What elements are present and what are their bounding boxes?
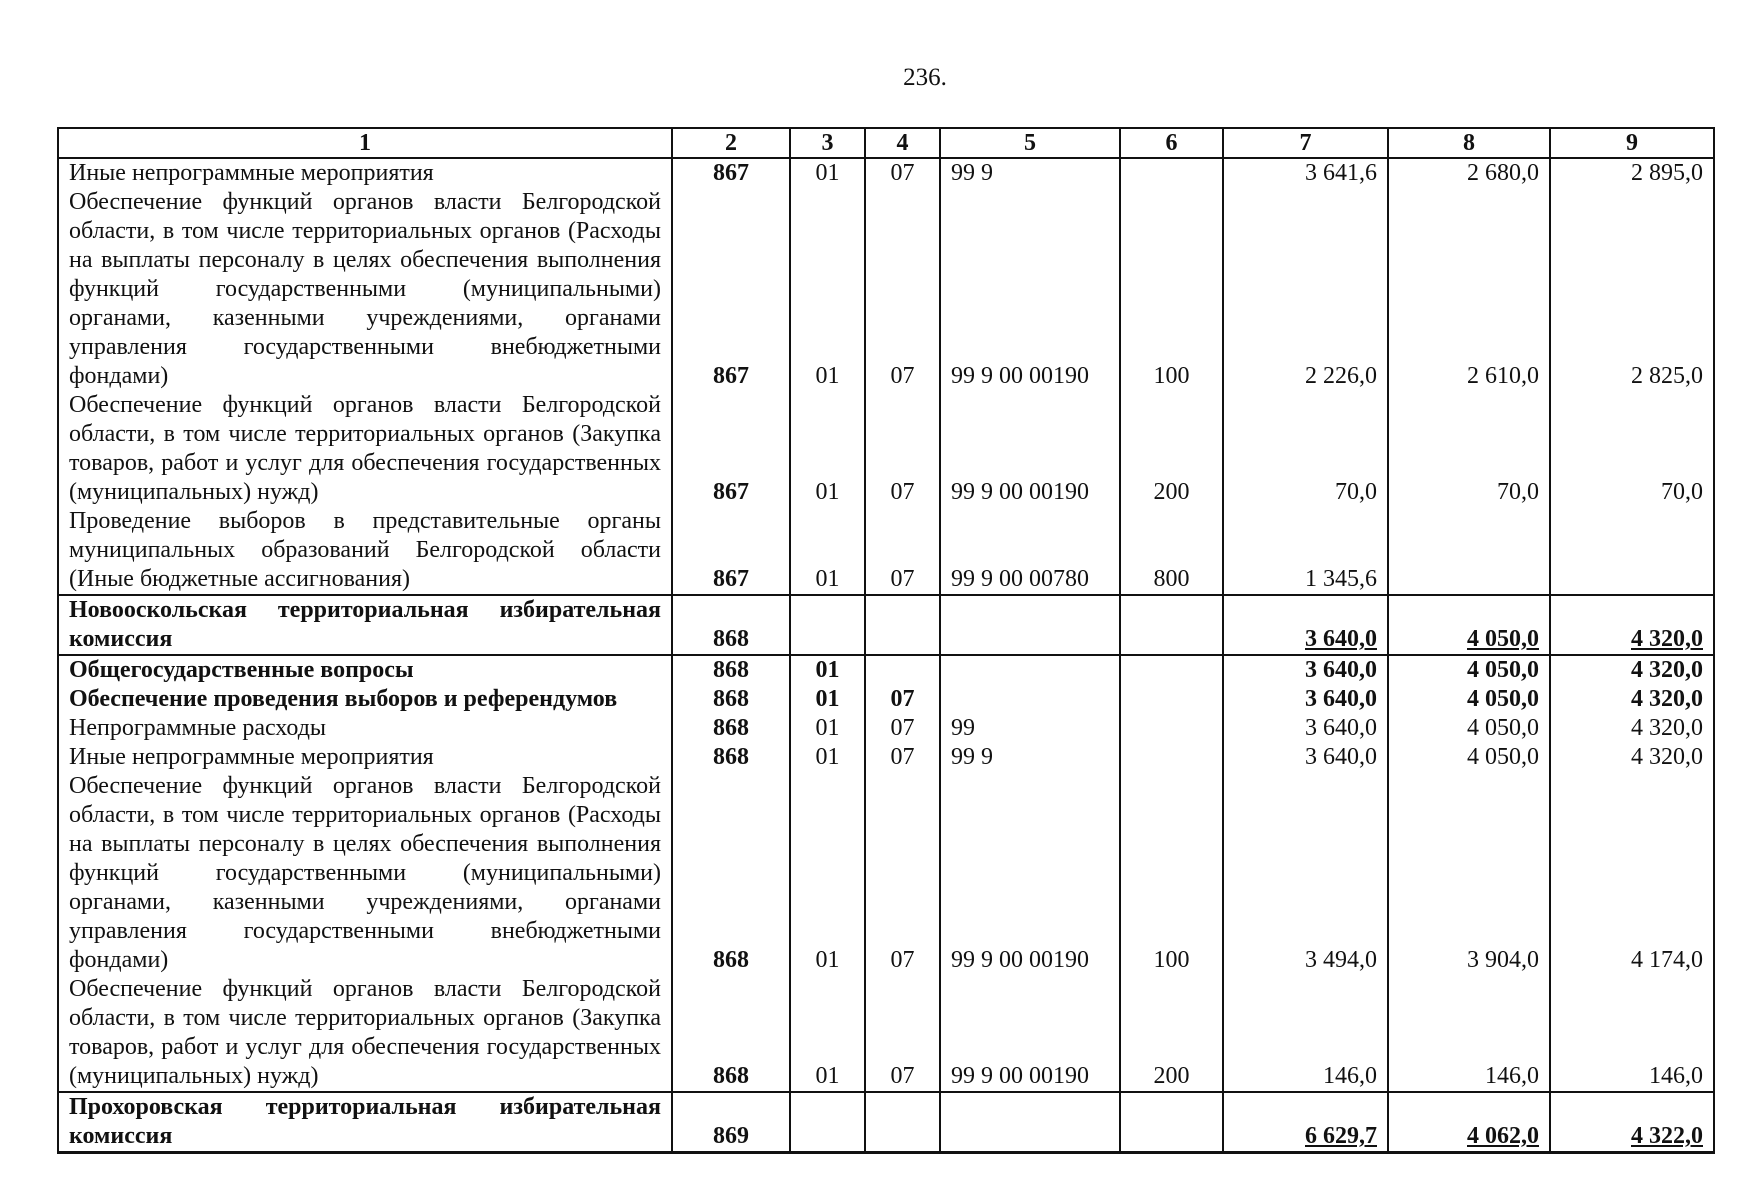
row-year2: 70,0 (1388, 391, 1550, 507)
row-vr: 200 (1120, 975, 1223, 1092)
row-name: Обеспечение проведения выборов и референдумов (58, 685, 672, 714)
row-year1: 3 640,0 (1223, 714, 1388, 743)
row-pr (865, 1092, 940, 1153)
row-ved: 867 (672, 158, 790, 188)
row-name: Иные непрограммные мероприятия (58, 743, 672, 772)
row-pr: 07 (865, 685, 940, 714)
row-csr (940, 685, 1120, 714)
header-col-5: 5 (940, 128, 1120, 158)
row-vr (1120, 743, 1223, 772)
row-year2: 4 050,0 (1388, 714, 1550, 743)
row-rz: 01 (790, 685, 865, 714)
row-name: Прохоровская территориальная избирательная комиссия (58, 1092, 672, 1153)
row-year1: 146,0 (1223, 975, 1388, 1092)
row-vr: 200 (1120, 391, 1223, 507)
row-year2: 4 050,0 (1388, 655, 1550, 685)
row-pr: 07 (865, 507, 940, 595)
row-ved: 867 (672, 391, 790, 507)
row-csr (940, 595, 1120, 655)
row-vr (1120, 1092, 1223, 1153)
row-ved: 868 (672, 772, 790, 975)
row-year3: 146,0 (1550, 975, 1714, 1092)
row-ved: 868 (672, 655, 790, 685)
row-pr: 07 (865, 772, 940, 975)
table-row (58, 655, 1714, 685)
table-row-commission (58, 595, 1714, 655)
row-year3: 2 825,0 (1550, 188, 1714, 391)
row-ved: 868 (672, 975, 790, 1092)
row-vr (1120, 685, 1223, 714)
row-year3: 4 320,0 (1550, 655, 1714, 685)
row-pr: 07 (865, 714, 940, 743)
row-year3: 4 320,0 (1550, 595, 1714, 655)
budget-table (57, 127, 1715, 1154)
row-year1: 3 640,0 (1223, 655, 1388, 685)
row-year2: 2 680,0 (1388, 158, 1550, 188)
row-rz: 01 (790, 772, 865, 975)
header-col-1: 1 (58, 128, 672, 158)
table-row (58, 743, 1714, 772)
row-csr (940, 1092, 1120, 1153)
table-row (58, 188, 1714, 391)
table-row (58, 685, 1714, 714)
header-col-7: 7 (1223, 128, 1388, 158)
row-csr: 99 9 00 00780 (940, 507, 1120, 595)
row-vr: 100 (1120, 188, 1223, 391)
row-year2: 4 062,0 (1388, 1092, 1550, 1153)
row-name: Общегосударственные вопросы (58, 655, 672, 685)
row-vr (1120, 655, 1223, 685)
row-ved: 868 (672, 714, 790, 743)
row-year1: 1 345,6 (1223, 507, 1388, 595)
row-ved: 867 (672, 507, 790, 595)
row-rz: 01 (790, 391, 865, 507)
row-vr: 800 (1120, 507, 1223, 595)
row-year3: 4 320,0 (1550, 743, 1714, 772)
row-year3: 2 895,0 (1550, 158, 1714, 188)
row-csr: 99 9 00 00190 (940, 188, 1120, 391)
row-year3: 4 320,0 (1550, 714, 1714, 743)
row-year1: 70,0 (1223, 391, 1388, 507)
row-year1: 6 629,7 (1223, 1092, 1388, 1153)
row-pr: 07 (865, 158, 940, 188)
header-col-3: 3 (790, 128, 865, 158)
row-pr: 07 (865, 743, 940, 772)
row-year1: 3 494,0 (1223, 772, 1388, 975)
row-csr (940, 655, 1120, 685)
row-rz (790, 1092, 865, 1153)
row-year3 (1550, 507, 1714, 595)
row-csr: 99 9 00 00190 (940, 975, 1120, 1092)
row-vr (1120, 714, 1223, 743)
row-year1: 3 640,0 (1223, 743, 1388, 772)
table-row (58, 975, 1714, 1092)
row-csr: 99 9 (940, 743, 1120, 772)
row-year3: 4 322,0 (1550, 1092, 1714, 1153)
row-year1: 3 640,0 (1223, 685, 1388, 714)
row-year1: 3 640,0 (1223, 595, 1388, 655)
row-year3: 4 174,0 (1550, 772, 1714, 975)
row-ved: 868 (672, 595, 790, 655)
table-row (58, 158, 1714, 188)
row-name: Непрограммные расходы (58, 714, 672, 743)
page-number: 236. (903, 64, 947, 91)
header-col-8: 8 (1388, 128, 1550, 158)
row-pr (865, 595, 940, 655)
row-pr (865, 655, 940, 685)
row-csr: 99 (940, 714, 1120, 743)
row-vr: 100 (1120, 772, 1223, 975)
row-pr: 07 (865, 188, 940, 391)
row-name: Обеспечение функций органов власти Белгородской области, в том числе территориальных органов (Расходы на выплаты персоналу в целях обеспечения выполнения функций государственными (муниципальными) органами, казенными учреждениями, органами управления государственными внебюджетными фондами) (58, 188, 672, 391)
header-col-9: 9 (1550, 128, 1714, 158)
row-year2: 3 904,0 (1388, 772, 1550, 975)
row-year2 (1388, 507, 1550, 595)
table-row (58, 714, 1714, 743)
row-vr (1120, 158, 1223, 188)
header-col-6: 6 (1120, 128, 1223, 158)
row-year2: 4 050,0 (1388, 595, 1550, 655)
row-ved: 867 (672, 188, 790, 391)
row-year2: 146,0 (1388, 975, 1550, 1092)
row-rz: 01 (790, 188, 865, 391)
header-row (58, 128, 1714, 158)
row-vr (1120, 595, 1223, 655)
row-name: Новооскольская территориальная избирательная комиссия (58, 595, 672, 655)
row-year3: 70,0 (1550, 391, 1714, 507)
table-row-commission (58, 1092, 1714, 1153)
row-name: Обеспечение функций органов власти Белгородской области, в том числе территориальных органов (Закупка товаров, работ и услуг для обеспечения государственных (муниципальных) нужд) (58, 391, 672, 507)
row-rz: 01 (790, 655, 865, 685)
row-year2: 4 050,0 (1388, 743, 1550, 772)
row-csr: 99 9 00 00190 (940, 772, 1120, 975)
row-pr: 07 (865, 975, 940, 1092)
row-year2: 4 050,0 (1388, 685, 1550, 714)
row-name: Обеспечение функций органов власти Белгородской области, в том числе территориальных органов (Закупка товаров, работ и услуг для обеспечения государственных (муниципальных) нужд) (58, 975, 672, 1092)
table-row (58, 507, 1714, 595)
row-ved: 868 (672, 685, 790, 714)
row-year3: 4 320,0 (1550, 685, 1714, 714)
row-year1: 2 226,0 (1223, 188, 1388, 391)
header-col-4: 4 (865, 128, 940, 158)
row-rz: 01 (790, 714, 865, 743)
row-name: Проведение выборов в представительные органы муниципальных образований Белгородской области (Иные бюджетные ассигнования) (58, 507, 672, 595)
row-rz (790, 595, 865, 655)
row-csr: 99 9 (940, 158, 1120, 188)
row-year2: 2 610,0 (1388, 188, 1550, 391)
row-name: Иные непрограммные мероприятия (58, 158, 672, 188)
row-ved: 869 (672, 1092, 790, 1153)
row-rz: 01 (790, 743, 865, 772)
row-csr: 99 9 00 00190 (940, 391, 1120, 507)
row-rz: 01 (790, 975, 865, 1092)
table-row (58, 391, 1714, 507)
header-col-2: 2 (672, 128, 790, 158)
row-ved: 868 (672, 743, 790, 772)
row-rz: 01 (790, 158, 865, 188)
row-year1: 3 641,6 (1223, 158, 1388, 188)
row-pr: 07 (865, 391, 940, 507)
row-rz: 01 (790, 507, 865, 595)
table-row (58, 772, 1714, 975)
row-name: Обеспечение функций органов власти Белгородской области, в том числе территориальных органов (Расходы на выплаты персоналу в целях обеспечения выполнения функций государственными (муниципальными) органами, казенными учреждениями, органами управления государственными внебюджетными фондами) (58, 772, 672, 975)
